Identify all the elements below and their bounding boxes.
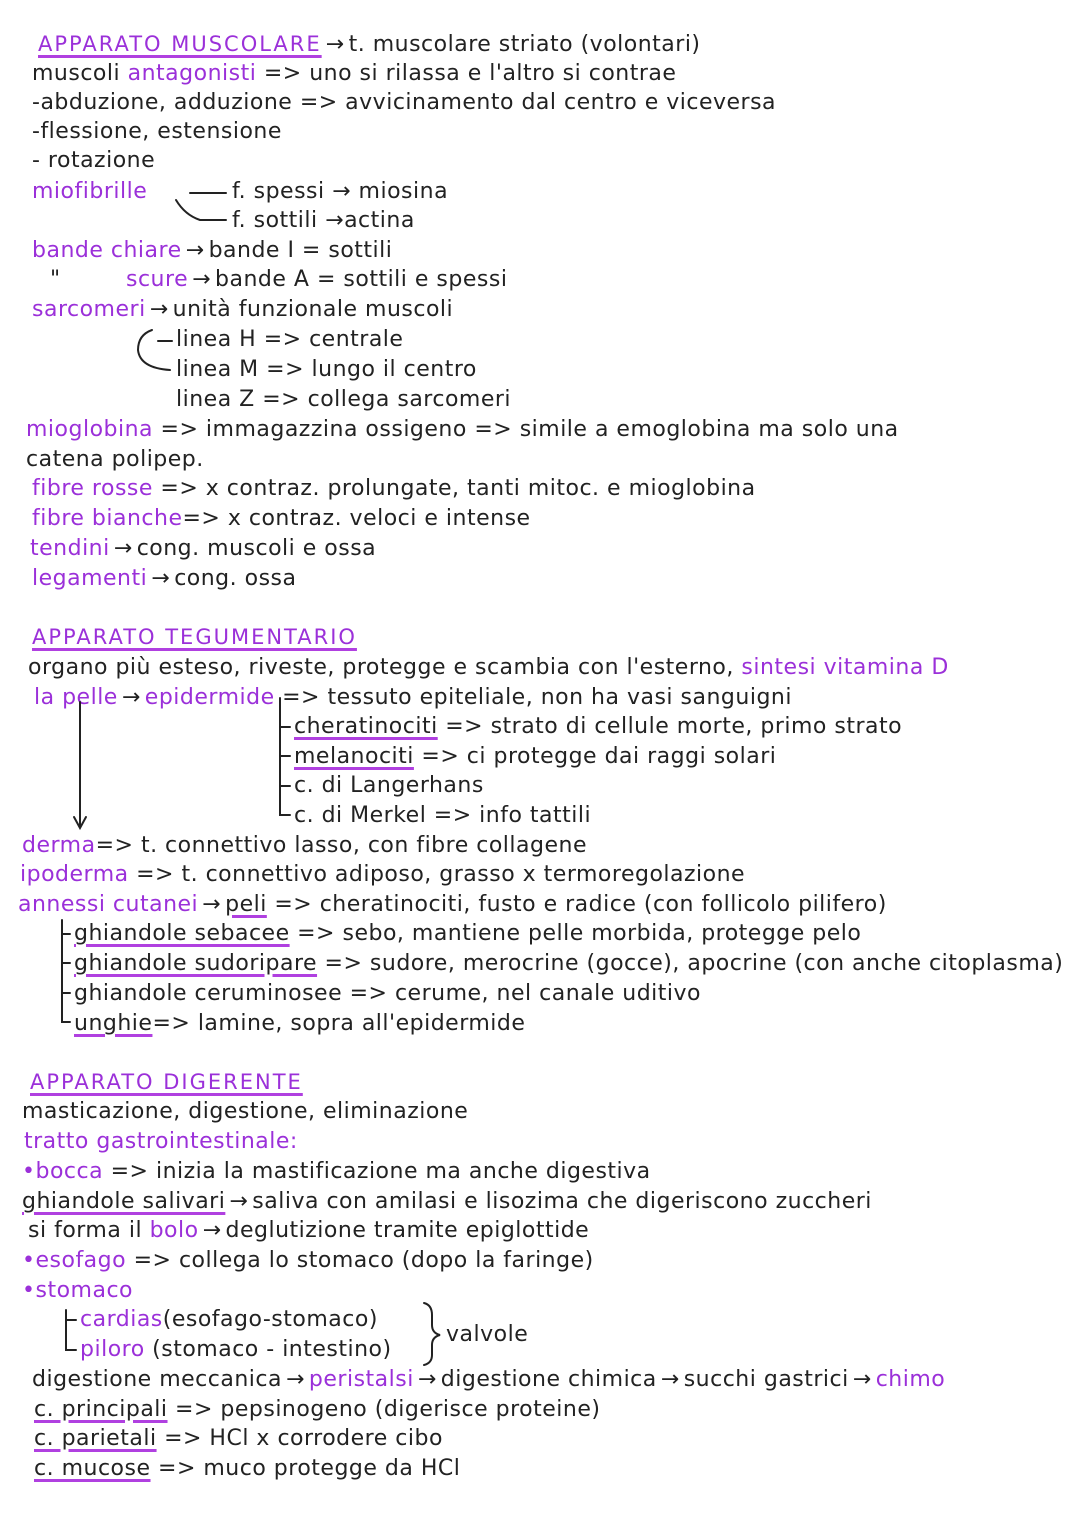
fibre-bianche-line [32, 505, 531, 533]
text: => pepsinogeno (digerisce proteine) [175, 1397, 601, 1422]
antagonisti-line [32, 60, 676, 88]
term-bocca: bocca [35, 1159, 104, 1184]
bocca-line [22, 1158, 651, 1186]
text: => t. connettivo lasso, con fibre collagene [95, 833, 587, 858]
term-peli: peli [225, 892, 267, 917]
fibre-rosse-line [32, 475, 756, 503]
term-antagonisti: antagonisti [127, 61, 257, 86]
merkel-line: c. di Merkel => info tattili [294, 803, 592, 828]
arrow-right-icon: → [417, 1367, 437, 1392]
term-stomaco: stomaco [35, 1278, 133, 1303]
text: => sebo, mantiene pelle morbida, protegge pelo [297, 921, 862, 946]
arrow-right-icon: → [113, 536, 133, 561]
arrow-right-icon: → [121, 685, 141, 710]
text: => t. connettivo adiposo, grasso x termoregolazione [136, 862, 746, 887]
cheratinociti-line [294, 713, 902, 741]
term-ghiandole-salivari: ghiandole salivari [22, 1189, 226, 1214]
arrow-right-icon: → [151, 566, 171, 591]
epidermide-tree-trunk [280, 698, 290, 815]
text: digestione chimica [440, 1367, 657, 1392]
langerhans-line: c. di Langerhans [294, 773, 484, 798]
term-bianche: bianche [91, 506, 183, 531]
term-scure: scure [126, 267, 189, 292]
arrow-right-icon: → [149, 297, 169, 322]
term-legamenti: legamenti [32, 566, 148, 591]
text: cong. muscoli e ossa [136, 536, 377, 561]
arrow-right-icon: → [325, 32, 345, 57]
term-derma: derma [22, 833, 96, 858]
flessione-line: -flessione, estensione [32, 119, 282, 144]
term-rosse: rosse [91, 476, 153, 501]
term-bolo: bolo [149, 1218, 199, 1243]
term-bande-chiare: bande chiare [32, 238, 182, 263]
mioglobina-line-2: catena polipep. [26, 447, 204, 472]
term-cardias: cardias [80, 1307, 163, 1332]
term-esofago: esofago [35, 1248, 127, 1273]
arrow-right-icon: → [192, 267, 212, 292]
stomaco-line [22, 1277, 133, 1305]
esofago-line [22, 1247, 594, 1275]
ipoderma-line [20, 861, 745, 889]
sebacee-line [74, 920, 861, 948]
arrow-right-icon: → [202, 892, 222, 917]
term-ipoderma: ipoderma [20, 862, 129, 887]
text: => strato di cellule morte, primo strato [445, 714, 903, 739]
text: saliva con amilasi e lisozima che digeriscono zuccheri [252, 1189, 872, 1214]
miofibrille-spessi: f. spessi → miosina [232, 179, 449, 204]
term-sarcomeri: sarcomeri [32, 297, 146, 322]
tratto-gastrointestinale: tratto gastrointestinale: [24, 1129, 298, 1154]
arrow-right-icon: → [185, 238, 205, 263]
term-chimo: chimo [875, 1367, 946, 1392]
text: bande A = sottili e spessi [215, 267, 508, 292]
text: => x contraz. prolungate, tanti mitoc. e mioglobina [160, 476, 756, 501]
digerente-title: APPARATO DIGERENTE [30, 1070, 303, 1094]
term-peristalsi: peristalsi [308, 1367, 414, 1392]
digerente-intro: masticazione, digestione, eliminazione [22, 1099, 469, 1124]
muscolare-title-rest: t. muscolare striato (volontari) [348, 32, 701, 57]
digestione-line [32, 1366, 945, 1394]
text: => immagazzina ossigeno => simile a emoglobina ma solo una [160, 417, 899, 442]
arrow-right-icon: → [660, 1367, 680, 1392]
pelle-arrowhead [74, 817, 86, 828]
term-annessi-cutanei: annessi cutanei [18, 892, 199, 917]
term-ghiandole-sudoripare: ghiandole sudoripare [74, 951, 318, 976]
term-tendini: tendini [30, 536, 110, 561]
linea-m: linea M => lungo il centro [176, 357, 477, 382]
text: deglutizione tramite epiglottide [225, 1218, 590, 1243]
term-fibre: fibre [32, 506, 85, 531]
ceruminosee-line: ghiandole ceruminosee => cerume, nel canale uditivo [74, 981, 701, 1006]
text: organo più esteso, riveste, protegge e scambia con l'esterno, [28, 655, 734, 680]
term-c-mucose: c. mucose [34, 1456, 151, 1481]
pelle-line [34, 684, 792, 712]
abduzione-line: -abduzione, adduzione => avvicinamento dal centro e viceversa [32, 90, 777, 115]
linea-z: linea Z => collega sarcomeri [176, 387, 512, 412]
term-cheratinociti: cheratinociti [294, 714, 438, 739]
text: succhi gastrici [683, 1367, 849, 1392]
arrow-right-icon: → [202, 1218, 222, 1243]
bullet-icon: • [22, 1278, 36, 1303]
mioglobina-line [26, 416, 899, 444]
text: bande I = sottili [208, 238, 393, 263]
mucose-line [34, 1455, 460, 1483]
ditto-mark: " [50, 267, 61, 292]
miofibrille-sottili: f. sottili →actina [232, 208, 415, 233]
term-piloro: piloro [80, 1337, 145, 1362]
text: cong. ossa [174, 566, 297, 591]
text: => HCl x corrodere cibo [164, 1426, 443, 1451]
term-pelle: la pelle [34, 685, 118, 710]
term-ghiandole-sebacee: ghiandole sebacee [74, 921, 290, 946]
term-vitamina-d: sintesi vitamina D [741, 655, 949, 680]
term-melanociti: melanociti [294, 744, 414, 769]
arrow-right-icon: → [229, 1189, 249, 1214]
valvole-label: valvole [446, 1322, 529, 1347]
text: => inizia la mastificazione ma anche digestiva [110, 1159, 651, 1184]
text: => ci protegge dai raggi solari [421, 744, 777, 769]
sarcomeri-bracket [138, 330, 170, 370]
text: muscoli [32, 61, 121, 86]
legamenti-line [32, 565, 297, 593]
text: => x contraz. veloci e intense [182, 506, 531, 531]
text: => uno si rilassa e l'altro si contrae [263, 61, 677, 86]
cardias-line [80, 1306, 378, 1334]
term-epidermide: epidermide [144, 685, 275, 710]
arrow-right-icon: → [285, 1367, 305, 1392]
bande-chiare-line [32, 237, 392, 265]
text: si forma il [28, 1218, 143, 1243]
sarcomeri-line [32, 296, 453, 324]
text: => tessuto epiteliale, non ha vasi sanguigni [282, 685, 792, 710]
text: => muco protegge da HCl [158, 1456, 461, 1481]
annessi-line [18, 891, 887, 919]
principali-line [34, 1396, 600, 1424]
tegumentario-title: APPARATO TEGUMENTARIO [32, 625, 357, 649]
bolo-line [28, 1217, 589, 1245]
parietali-line [34, 1425, 443, 1453]
bullet-icon: • [22, 1159, 36, 1184]
stomaco-tree-trunk [66, 1310, 76, 1350]
bande-scure-line [126, 266, 507, 294]
text: (esofago-stomaco) [162, 1307, 378, 1332]
text: (stomaco - intestino) [152, 1337, 392, 1362]
sudoripare-line [74, 950, 1063, 978]
term-c-parietali: c. parietali [34, 1426, 157, 1451]
term-fibre: fibre [32, 476, 85, 501]
term-unghie: unghie [74, 1011, 153, 1036]
text: unità funzionale muscoli [172, 297, 454, 322]
miofibrille-branch-line [176, 200, 226, 220]
unghie-line [74, 1010, 525, 1038]
term-c-principali: c. principali [34, 1397, 168, 1422]
term-mioglobina: mioglobina [26, 417, 154, 442]
text: digestione meccanica [32, 1367, 282, 1392]
melanociti-line [294, 743, 776, 771]
text: => cheratinociti, fusto e radice (con follicolo pilifero) [274, 892, 887, 917]
bullet-icon: • [22, 1248, 36, 1273]
text: => lamine, sopra all'epidermide [152, 1011, 526, 1036]
tendini-line [30, 535, 376, 563]
valvole-brace [424, 1303, 440, 1365]
rotazione-line: - rotazione [32, 148, 156, 173]
term-miofibrille: miofibrille [32, 179, 148, 204]
muscolare-section-title-line [38, 30, 701, 59]
muscolare-title: APPARATO MUSCOLARE [38, 32, 322, 56]
tegumentario-intro [28, 654, 949, 682]
annessi-tree-trunk [62, 920, 70, 1022]
text: => collega lo stomaco (dopo la faringe) [133, 1248, 594, 1273]
arrow-right-icon: → [852, 1367, 872, 1392]
derma-line [22, 832, 587, 860]
text: => sudore, merocrine (gocce), apocrine (con anche citoplasma) [324, 951, 1064, 976]
ghiandole-salivari-line [22, 1188, 872, 1216]
piloro-line [80, 1336, 392, 1364]
linea-h: linea H => centrale [176, 327, 404, 352]
